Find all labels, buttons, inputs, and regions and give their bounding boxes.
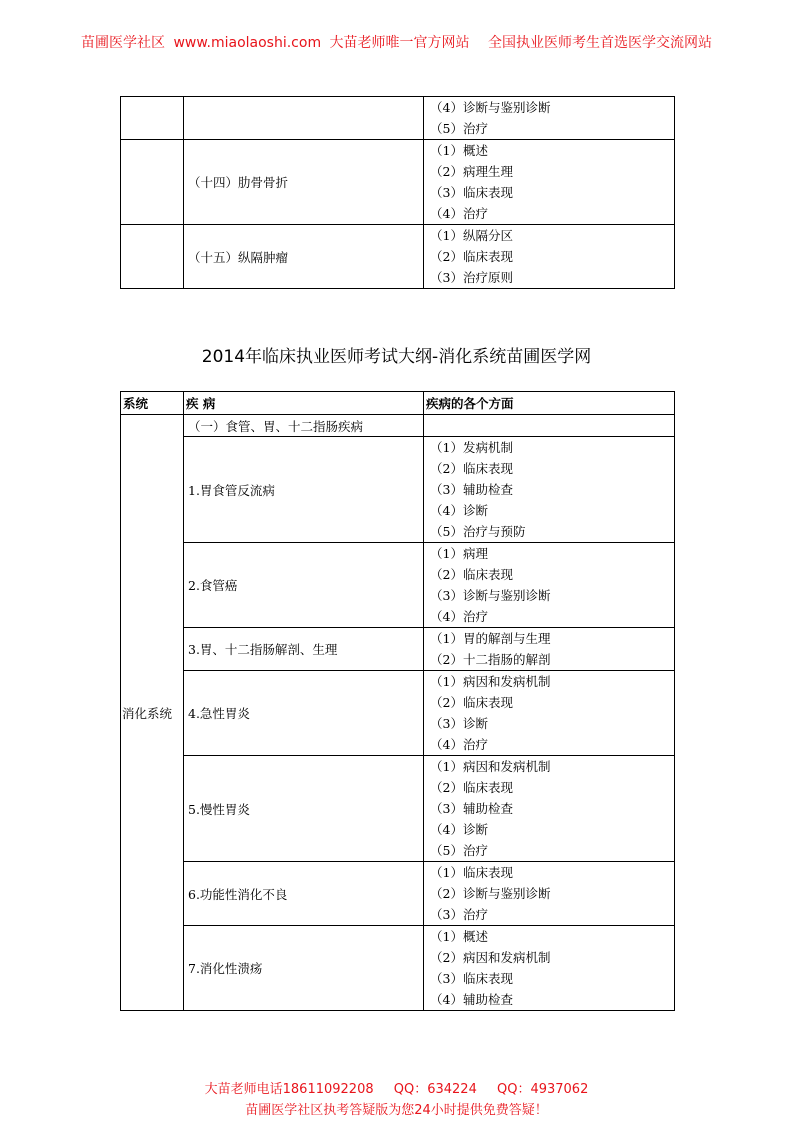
aspect-item: （5）治疗与预防 — [430, 524, 526, 539]
aspect-item: （1）概述 — [430, 929, 488, 944]
aspect-item: （2）临床表现 — [430, 249, 513, 264]
table-header-row — [121, 392, 675, 415]
table-row — [121, 671, 675, 756]
aspect-item: （1）病因和发病机制 — [430, 759, 551, 774]
disease-name: （十四）肋骨骨折 — [184, 140, 424, 225]
header-system: 系统 — [121, 392, 184, 415]
site-url[interactable]: www.miaolaoshi.com — [173, 35, 322, 51]
aspect-item: （2）十二指肠的解剖 — [430, 652, 551, 667]
aspect-item: （4）治疗 — [430, 206, 488, 221]
table-row — [121, 926, 675, 1011]
aspect-item: （1）临床表现 — [430, 865, 513, 880]
table-row — [121, 756, 675, 862]
aspect-item: （4）诊断 — [430, 822, 488, 837]
header-slogan-2: 全国执业医师考生首选医学交流网站 — [488, 35, 712, 51]
category-row — [121, 415, 675, 437]
disease-aspects — [424, 862, 675, 926]
aspect-item: （3）诊断与鉴别诊断 — [430, 588, 551, 603]
disease-name: 4.急性胃炎 — [184, 671, 424, 756]
header-slogan-1: 大苗老师唯一官方网站 — [329, 35, 470, 51]
aspect-item: （2）病因和发病机制 — [430, 950, 551, 965]
disease-name: 1.胃食管反流病 — [184, 437, 424, 543]
aspect-item: （5）治疗 — [430, 121, 488, 136]
aspect-item: （2）临床表现 — [430, 461, 513, 476]
disease-name: 5.慢性胃炎 — [184, 756, 424, 862]
aspect-item: （4）治疗 — [430, 737, 488, 752]
disease-name: （十五）纵隔肿瘤 — [184, 225, 424, 289]
footer-phone: 大苗老师电话18611092208 — [204, 1082, 374, 1097]
disease-aspects — [424, 97, 675, 140]
table-row — [121, 225, 675, 289]
disease-aspects — [424, 140, 675, 225]
aspect-item: （1）胃的解剖与生理 — [430, 631, 551, 646]
table-row — [121, 862, 675, 926]
aspect-item: （3）治疗 — [430, 907, 488, 922]
aspect-item: （2）病理生理 — [430, 164, 513, 179]
aspect-item: （2）临床表现 — [430, 695, 513, 710]
category-aspects-empty — [424, 415, 675, 437]
disease-name: 3.胃、十二指肠解剖、生理 — [184, 628, 424, 671]
table-row — [121, 543, 675, 628]
aspect-item: （1）纵隔分区 — [430, 228, 513, 243]
disease-name — [184, 97, 424, 140]
system-cell-empty — [121, 140, 184, 225]
aspect-item: （3）诊断 — [430, 716, 488, 731]
footer-qq-2: QQ：4937062 — [496, 1082, 589, 1097]
footer-note: 苗圃医学社区执考答疑版为您24小时提供免费答疑！ — [245, 1103, 548, 1118]
system-cell-empty — [121, 225, 184, 289]
disease-aspects — [424, 756, 675, 862]
disease-aspects — [424, 437, 675, 543]
aspect-item: （4）诊断与鉴别诊断 — [430, 100, 551, 115]
aspect-item: （4）诊断 — [430, 503, 488, 518]
aspect-item: （3）临床表现 — [430, 971, 513, 986]
disease-aspects — [424, 628, 675, 671]
aspect-item: （1）病因和发病机制 — [430, 674, 551, 689]
aspect-item: （1）病理 — [430, 546, 488, 561]
system-cell-empty — [121, 97, 184, 140]
site-name: 苗圃医学社区 — [81, 35, 165, 51]
aspect-item: （3）辅助检查 — [430, 801, 513, 816]
footer-contact — [0, 1078, 793, 1097]
table-row — [121, 140, 675, 225]
aspect-item: （2）诊断与鉴别诊断 — [430, 886, 551, 901]
disease-aspects — [424, 543, 675, 628]
page-header — [0, 32, 793, 52]
disease-name: 7.消化性溃疡 — [184, 926, 424, 1011]
aspect-item: （1）概述 — [430, 143, 488, 158]
aspect-item: （4）治疗 — [430, 609, 488, 624]
disease-aspects — [424, 926, 675, 1011]
table-row — [121, 97, 675, 140]
table-row — [121, 628, 675, 671]
aspect-item: （1）发病机制 — [430, 440, 513, 455]
aspect-item: （2）临床表现 — [430, 780, 513, 795]
digestive-outline-table — [120, 391, 675, 1011]
aspect-item: （4）辅助检查 — [430, 992, 513, 1007]
header-aspects: 疾病的各个方面 — [424, 392, 675, 415]
table-row — [121, 437, 675, 543]
footer-qq-1: QQ：634224 — [393, 1082, 477, 1097]
disease-name: 6.功能性消化不良 — [184, 862, 424, 926]
system-name: 消化系统 — [121, 415, 184, 1011]
aspect-item: （2）临床表现 — [430, 567, 513, 582]
header-disease: 疾 病 — [184, 392, 424, 415]
category-label: （一）食管、胃、十二指肠疾病 — [184, 415, 424, 437]
aspect-item: （3）治疗原则 — [430, 270, 513, 285]
aspect-item: （3）辅助检查 — [430, 482, 513, 497]
document-title: 2014年临床执业医师考试大纲-消化系统苗圃医学网 — [201, 347, 592, 367]
aspect-item: （5）治疗 — [430, 843, 488, 858]
aspect-item: （3）临床表现 — [430, 185, 513, 200]
disease-aspects — [424, 671, 675, 756]
disease-name: 2.食管癌 — [184, 543, 424, 628]
disease-aspects — [424, 225, 675, 289]
surgery-outline-table — [120, 96, 675, 289]
